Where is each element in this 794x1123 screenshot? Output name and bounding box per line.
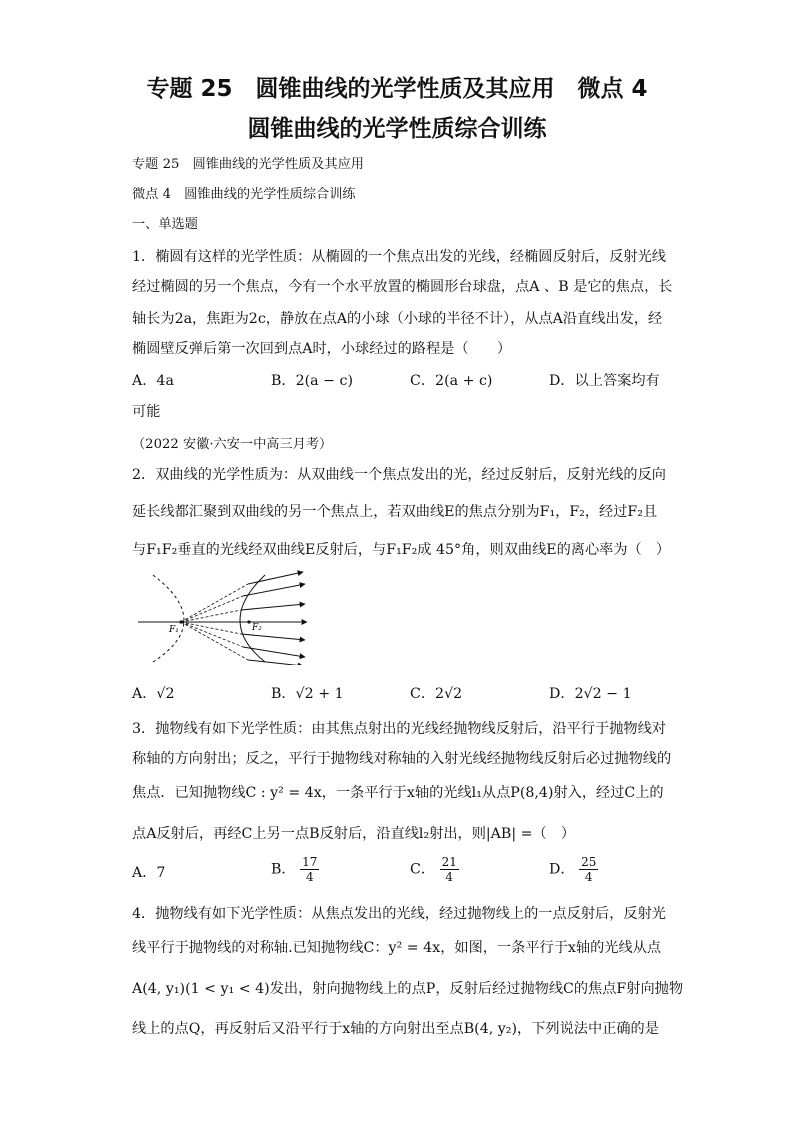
q3-option-c-fraction: [440, 855, 459, 884]
q3-option-c-label: C．: [410, 861, 436, 878]
q1-line-4: 椭圆壁反弹后第一次回到点A时，小球经过的路程是（ ）: [132, 341, 512, 357]
q3-option-d-fraction: [579, 855, 598, 884]
left-branch: [153, 575, 184, 662]
q4-line-3: A(4, y₁)(1 < y₁ < 4)发出，射向抛物线上的点P，反射后经过抛物线C的焦点F射向抛物: [132, 981, 684, 997]
q2-line-2: 延长线都汇聚到双曲线的另一个焦点上，若双曲线E的焦点分别为F₁，F₂，经过F₂且: [132, 504, 658, 520]
q1-option-d: D．以上答案均有: [549, 373, 660, 389]
q1-option-b: B．2(a − c): [271, 373, 354, 389]
q3-option-d-denominator: 4: [584, 870, 593, 884]
focus-f2-label: F₂: [252, 623, 262, 633]
q3-option-b-label: B．: [271, 861, 296, 878]
q4-line-1: 4．抛物线有如下光学性质：从焦点发出的光线，经过抛物线上的一点反射后，反射光: [132, 906, 666, 922]
q2-option-a: A．√2: [132, 686, 175, 702]
q3-option-c-numerator: 21: [441, 855, 457, 869]
topic-header: 专题 25 圆锥曲线的光学性质及其应用: [132, 157, 364, 172]
q2-source: （2022 安徽·六安一中高三月考）: [132, 437, 333, 452]
q2-option-b: B．√2 + 1: [271, 686, 344, 702]
page-title-line1: 专题 25 圆锥曲线的光学性质及其应用 微点 4: [146, 76, 648, 102]
page-title-line2: 圆锥曲线的光学性质综合训练: [247, 116, 547, 142]
q1-line-3: 轴长为2a，焦距为2c，静放在点A的小球（小球的半径不计），从点A沿直线出发，经: [132, 311, 663, 327]
hyperbola-figure: [135, 570, 315, 665]
q4-line-2: 线平行于抛物线的对称轴.已知抛物线C：y² = 4x，如图，一条平行于x轴的光线从点: [132, 940, 662, 956]
q3-line-3: 焦点．已知抛物线C : y² = 4x，一条平行于x轴的光线l₁从点P(8,4)射入，经过C上的: [132, 785, 664, 801]
section-header: 一、单选题: [132, 217, 198, 232]
q1-option-d-continued: 可能: [132, 404, 161, 420]
q3-line-2: 称轴的方向射出；反之，平行于抛物线对称轴的入射光线经抛物线反射后必过抛物线的: [132, 751, 672, 767]
q3-option-b: [271, 855, 319, 884]
q3-option-d-label: D．: [549, 861, 575, 878]
q3-line-4: 点A反射后，再经C上另一点B反射后，沿直线l₂射出，则|AB| =（ ）: [132, 826, 576, 842]
q1-option-a: A．4a: [132, 373, 174, 389]
q3-option-c: [410, 855, 459, 884]
q4-line-4: 线上的点Q，再反射后又沿平行于x轴的方向射出至点B(4, y₂)，下列说法中正确的是: [132, 1021, 659, 1037]
q3-option-b-fraction: [300, 855, 319, 884]
focus-f2-point: [247, 620, 250, 623]
subtopic-header: 微点 4 圆锥曲线的光学性质综合训练: [132, 187, 356, 202]
q3-option-d-numerator: 25: [581, 855, 597, 869]
focus-f1-label: F₁: [169, 625, 179, 635]
q1-line-2: 经过椭圆的另一个焦点，今有一个水平放置的椭圆形台球盘，点A 、B 是它的焦点，长: [132, 279, 673, 295]
q3-option-d: [549, 855, 598, 884]
q1-option-c: C．2(a + c): [410, 373, 493, 389]
q3-option-b-denominator: 4: [305, 870, 314, 884]
q2-option-d: D．2√2 − 1: [549, 686, 632, 702]
q3-line-1: 3．抛物线有如下光学性质：由其焦点射出的光线经抛物线反射后，沿平行于抛物线对: [132, 721, 666, 737]
q2-line-3: 与F₁F₂垂直的光线经双曲线E反射后，与F₁F₂成 45°角，则双曲线E的离心率为（ ）: [132, 542, 671, 558]
q2-line-1: 2．双曲线的光学性质为：从双曲线一个焦点发出的光，经过反射后，反射光线的反向: [132, 467, 666, 483]
q1-line-1: 1．椭圆有这样的光学性质：从椭圆的一个焦点出发的光线，经椭圆反射后，反射光线: [132, 249, 666, 265]
q3-option-c-denominator: 4: [445, 870, 454, 884]
q2-option-c: C．2√2: [410, 686, 463, 702]
q3-option-a: A．7: [132, 865, 166, 881]
focus-f1-point: [179, 620, 182, 623]
q3-option-b-numerator: 17: [302, 855, 318, 869]
